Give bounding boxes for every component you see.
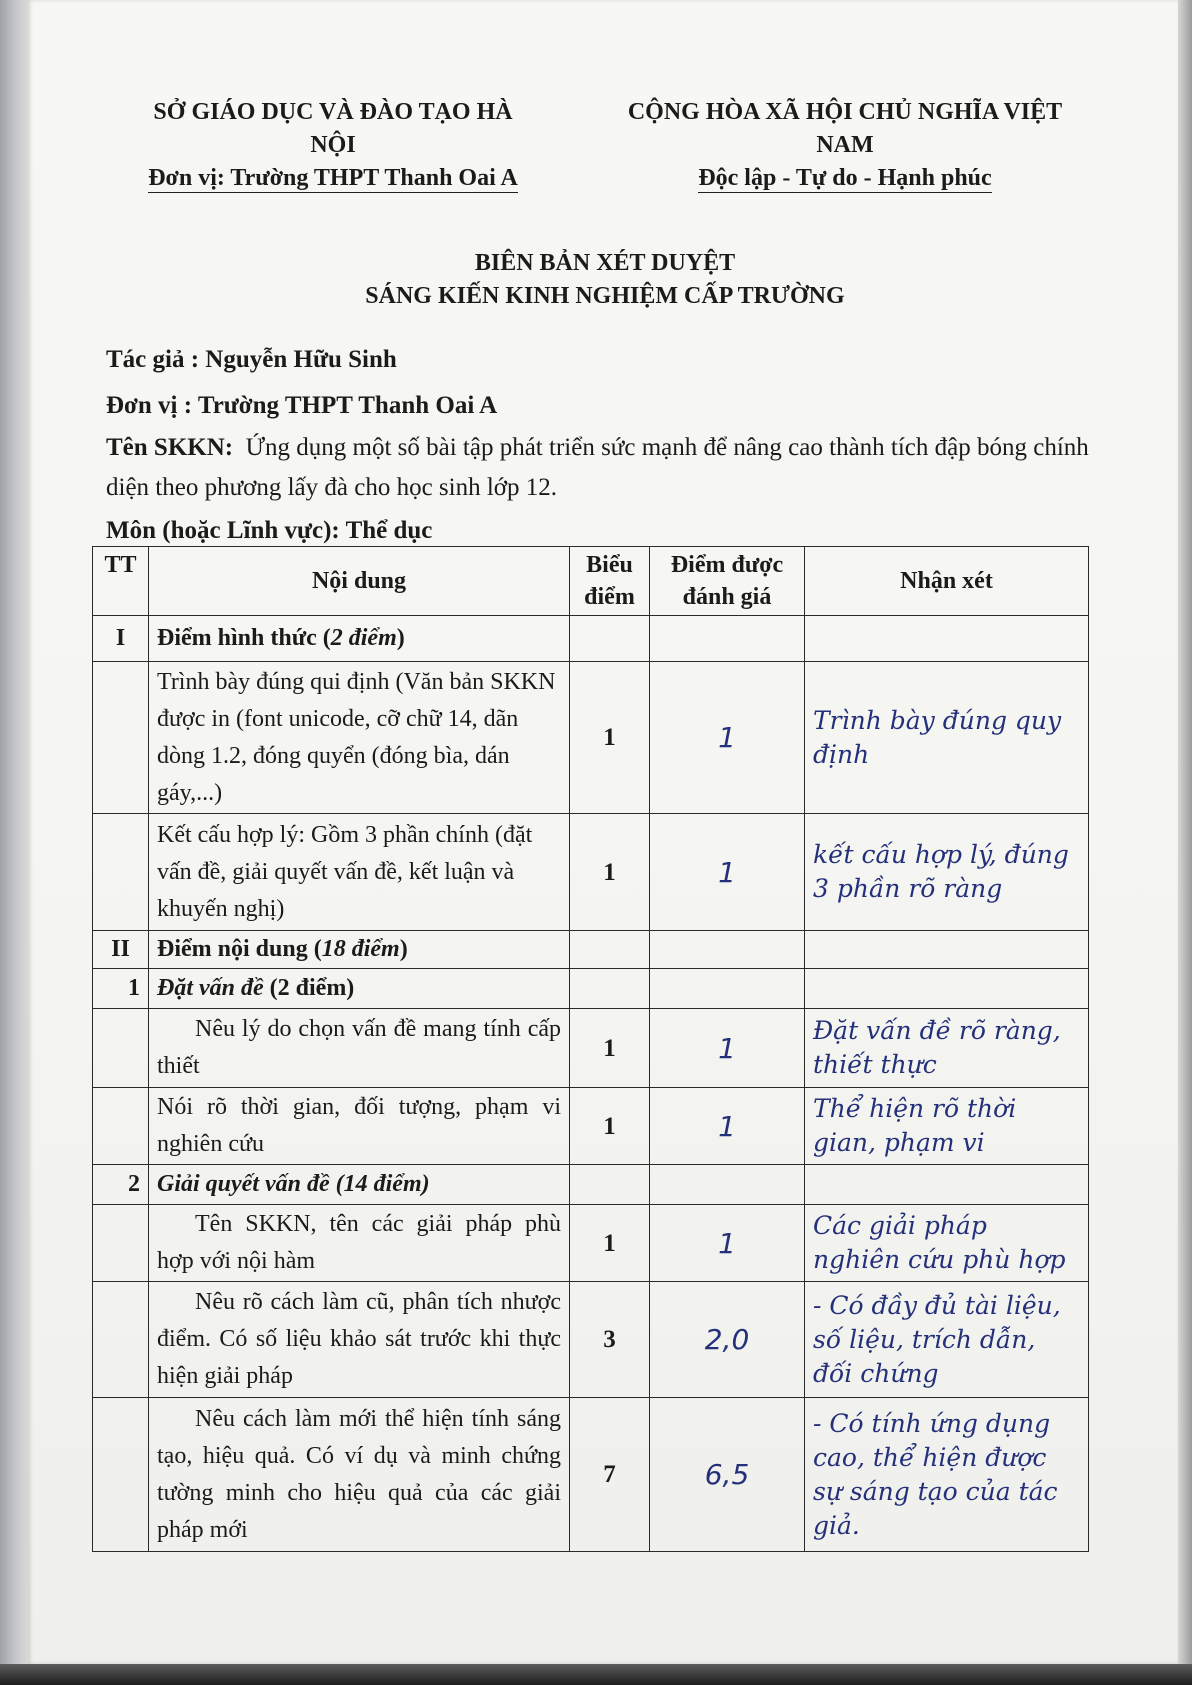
document-title [100,247,1110,313]
national-line2: NAM [816,132,874,158]
national-line1: CỘNG HÒA XÃ HỘI CHỦ NGHĨA VIỆT [627,99,1063,125]
header-max-line1: Biểu [586,552,633,578]
header-max-score [570,547,650,616]
issuer-line2: NỘI [310,132,356,158]
table-row [93,662,1089,814]
handwritten-comment: kết cấu hợp lý, đúng 3 phần rõ ràng [805,814,1089,931]
criterion-text: Nói rõ thời gian, đối tượng, phạm vi nghiên cứu [149,1088,570,1165]
subject-label: Môn (hoặc Lĩnh vực): [106,517,346,544]
criterion-text: Tên SKKN, tên các giải pháp phù hợp với nội hàm [149,1205,570,1282]
criterion-text: Nêu lý do chọn vấn đề mang tính cấp thiết [149,1009,570,1088]
section-title: Điểm nội dung (18 điểm) [149,931,570,969]
handwritten-comment: - Có tính ứng dụng cao, thể hiện được sự sáng tạo của tác giả. [805,1398,1089,1552]
unit-value: Trường THPT Thanh Oai A [197,392,498,419]
table-row [93,1205,1089,1282]
subsection-number: 1 [93,969,149,1009]
subsection-title: Giải quyết vấn đề (14 điểm) [149,1165,570,1205]
criterion-text: Nêu rõ cách làm cũ, phân tích nhược điểm. Có số liệu khảo sát trước khi thực hiện giải pháp [149,1282,570,1398]
header-max-line2: điểm [584,584,635,610]
table-row [93,1282,1089,1398]
evaluation-table [92,546,1089,1552]
awarded-score: 1 [650,814,805,931]
table-row [93,1088,1089,1165]
national-header [580,96,1110,195]
unit-label: Đơn vị : [106,392,198,419]
header-awarded-line1: Điểm được [670,552,784,578]
table-row [93,814,1089,931]
title-line2: SÁNG KIẾN KINH NGHIỆM CẤP TRƯỜNG [365,283,845,309]
initiative-name-label: Tên SKKN: [106,434,234,461]
author-value: Nguyễn Hữu Sinh [205,346,397,373]
criterion-text: Trình bày đúng qui định (Văn bản SKKN được in (font unicode, cỡ chữ 14, dãn dòng 1.2, đóng quyển (đóng bìa, dán gáy,...) [149,662,570,814]
title-line1: BIÊN BẢN XÉT DUYỆT [474,250,736,276]
max-score: 1 [570,1205,650,1282]
awarded-score: 1 [650,662,805,814]
handwritten-comment: Thể hiện rõ thời gian, phạm vi [805,1088,1089,1165]
awarded-score: 1 [650,1088,805,1165]
max-score: 7 [570,1398,650,1552]
handwritten-comment: Trình bày đúng quy định [805,662,1089,814]
author-label: Tác giả : [106,346,206,373]
handwritten-comment: Các giải pháp nghiên cứu phù hợp [805,1205,1089,1282]
table-header-row [93,547,1089,616]
awarded-score: 2,0 [650,1282,805,1398]
initiative-name-value: Ứng dụng một số bài tập phát triển sức mạnh để nâng cao thành tích đập bóng chính diện theo phương lấy đà cho học sinh lớp 12. [106,434,1089,501]
handwritten-comment: - Có đầy đủ tài liệu, số liệu, trích dẫn, đối chứng [805,1282,1089,1398]
criterion-text: Nêu cách làm mới thể hiện tính sáng tạo, hiệu quả. Có ví dụ và minh chứng tường minh cho hiệu quả của các giải pháp mới [149,1398,570,1552]
section-number: II [93,931,149,969]
awarded-score: 1 [650,1009,805,1088]
subject-value: Thể dục [345,517,433,544]
national-motto: Độc lập - Tự do - Hạnh phúc [698,165,992,191]
header-comment: Nhận xét [805,547,1089,616]
header-awarded-score [650,547,805,616]
subsection-number: 2 [93,1165,149,1205]
table-row [93,1009,1089,1088]
issuer-header [98,96,568,195]
table-row [93,1398,1089,1552]
issuer-unit: Đơn vị: Trường THPT Thanh Oai A [148,165,518,191]
section-title: Điểm hình thức (2 điểm) [149,616,570,662]
subsection-row [93,969,1089,1009]
initiative-name-line [106,428,1106,508]
page-right-edge [1178,0,1192,1685]
section-number: I [93,616,149,662]
header-awarded-line2: đánh giá [682,584,772,610]
subject-line [106,511,432,551]
handwritten-comment: Đặt vấn đề rõ ràng, thiết thực [805,1009,1089,1088]
criterion-text: Kết cấu hợp lý: Gồm 3 phần chính (đặt vấn đề, giải quyết vấn đề, kết luận và khuyến nghị) [149,814,570,931]
author-line [106,340,397,380]
max-score: 1 [570,662,650,814]
header-tt: TT [93,547,149,616]
awarded-score: 6,5 [650,1398,805,1552]
subsection-row [93,1165,1089,1205]
section-row [93,616,1089,662]
max-score: 1 [570,1009,650,1088]
bottom-shadow-band [0,1664,1192,1685]
unit-line [106,386,497,426]
max-score: 1 [570,814,650,931]
subsection-title: Đặt vấn đề (2 điểm) [149,969,570,1009]
max-score: 1 [570,1088,650,1165]
section-row [93,931,1089,969]
issuer-line1: SỞ GIÁO DỤC VÀ ĐÀO TẠO HÀ [153,99,513,125]
header-content: Nội dung [149,547,570,616]
awarded-score: 1 [650,1205,805,1282]
max-score: 3 [570,1282,650,1398]
